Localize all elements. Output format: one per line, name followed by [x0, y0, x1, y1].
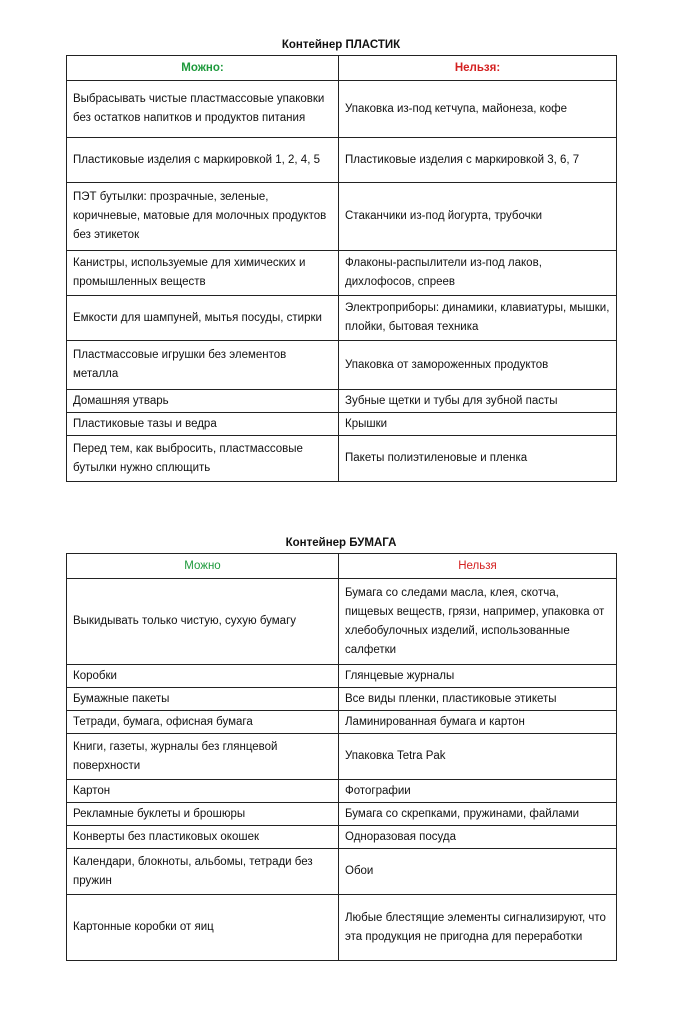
table-row: [67, 341, 617, 390]
forbidden-cell: Зубные щетки и тубы для зубной пасты: [339, 390, 617, 413]
forbidden-cell: Бумага со следами масла, клея, скотча, пищевых веществ, грязи, например, упаковка от хлебобулочных изделий, использованные салфетки: [339, 579, 617, 665]
forbidden-cell: Фотографии: [339, 780, 617, 803]
table-row: [67, 579, 617, 665]
forbidden-cell: Бумага со скрепками, пружинами, файлами: [339, 803, 617, 826]
forbidden-cell: Любые блестящие элементы сигнализируют, что эта продукция не пригодна для переработки: [339, 895, 617, 961]
forbidden-cell: Флаконы-распылители из-под лаков, дихлофосов, спреев: [339, 251, 617, 296]
table-row: [67, 296, 617, 341]
plastic-table: [66, 55, 617, 482]
header-forbidden: Нельзя:: [339, 56, 617, 81]
allowed-cell: ПЭТ бутылки: прозрачные, зеленые, коричневые, матовые для молочных продуктов без этикеток: [67, 183, 339, 251]
paper-section: [66, 536, 616, 961]
plastic-title: Контейнер ПЛАСТИК: [281, 39, 401, 51]
allowed-cell: Выбрасывать чистые пластмассовые упаковки без остатков напитков и продуктов питания: [67, 81, 339, 138]
table-row: [67, 688, 617, 711]
forbidden-cell: Пакеты полиэтиленовые и пленка: [339, 436, 617, 482]
header-allowed: Можно:: [67, 56, 339, 81]
table-row: [67, 413, 617, 436]
table-header-row: [67, 554, 617, 579]
header-allowed: Можно: [67, 554, 339, 579]
paper-table: [66, 553, 617, 961]
forbidden-cell: Ламинированная бумага и картон: [339, 711, 617, 734]
allowed-cell: Емкости для шампуней, мытья посуды, стирки: [67, 296, 339, 341]
forbidden-cell: Обои: [339, 849, 617, 895]
allowed-cell: Рекламные буклеты и брошюры: [67, 803, 339, 826]
table-row: [67, 849, 617, 895]
forbidden-cell: Глянцевые журналы: [339, 665, 617, 688]
forbidden-cell: Пластиковые изделия с маркировкой 3, 6, 7: [339, 138, 617, 183]
allowed-cell: Бумажные пакеты: [67, 688, 339, 711]
forbidden-cell: Упаковка из-под кетчупа, майонеза, кофе: [339, 81, 617, 138]
header-forbidden: Нельзя: [339, 554, 617, 579]
table-row: [67, 780, 617, 803]
allowed-cell: Перед тем, как выбросить, пластмассовые бутылки нужно сплющить: [67, 436, 339, 482]
allowed-cell: Пластиковые тазы и ведра: [67, 413, 339, 436]
forbidden-cell: Все виды пленки, пластиковые этикеты: [339, 688, 617, 711]
allowed-cell: Коробки: [67, 665, 339, 688]
forbidden-cell: Крышки: [339, 413, 617, 436]
forbidden-cell: Одноразовая посуда: [339, 826, 617, 849]
paper-title: Контейнер БУМАГА: [285, 537, 397, 549]
table-row: [67, 436, 617, 482]
allowed-cell: Картонные коробки от яиц: [67, 895, 339, 961]
allowed-cell: Картон: [67, 780, 339, 803]
allowed-cell: Тетради, бумага, офисная бумага: [67, 711, 339, 734]
forbidden-cell: Упаковка от замороженных продуктов: [339, 341, 617, 390]
allowed-cell: Пластиковые изделия с маркировкой 1, 2, 4, 5: [67, 138, 339, 183]
table-row: [67, 711, 617, 734]
allowed-cell: Выкидывать только чистую, сухую бумагу: [67, 579, 339, 665]
allowed-cell: Книги, газеты, журналы без глянцевой поверхности: [67, 734, 339, 780]
table-row: [67, 390, 617, 413]
allowed-cell: Канистры, используемые для химических и промышленных веществ: [67, 251, 339, 296]
forbidden-cell: Стаканчики из-под йогурта, трубочки: [339, 183, 617, 251]
table-row: [67, 803, 617, 826]
table-row: [67, 665, 617, 688]
allowed-cell: Конверты без пластиковых окошек: [67, 826, 339, 849]
table-row: [67, 895, 617, 961]
forbidden-cell: Электроприборы: динамики, клавиатуры, мышки, плойки, бытовая техника: [339, 296, 617, 341]
plastic-section: [66, 38, 616, 482]
table-row: [67, 251, 617, 296]
forbidden-cell: Упаковка Tetra Pak: [339, 734, 617, 780]
table-row: [67, 826, 617, 849]
table-row: [67, 734, 617, 780]
table-row: [67, 183, 617, 251]
allowed-cell: Домашняя утварь: [67, 390, 339, 413]
table-row: [67, 81, 617, 138]
table-row: [67, 138, 617, 183]
allowed-cell: Календари, блокноты, альбомы, тетради без пружин: [67, 849, 339, 895]
allowed-cell: Пластмассовые игрушки без элементов металла: [67, 341, 339, 390]
table-header-row: [67, 56, 617, 81]
